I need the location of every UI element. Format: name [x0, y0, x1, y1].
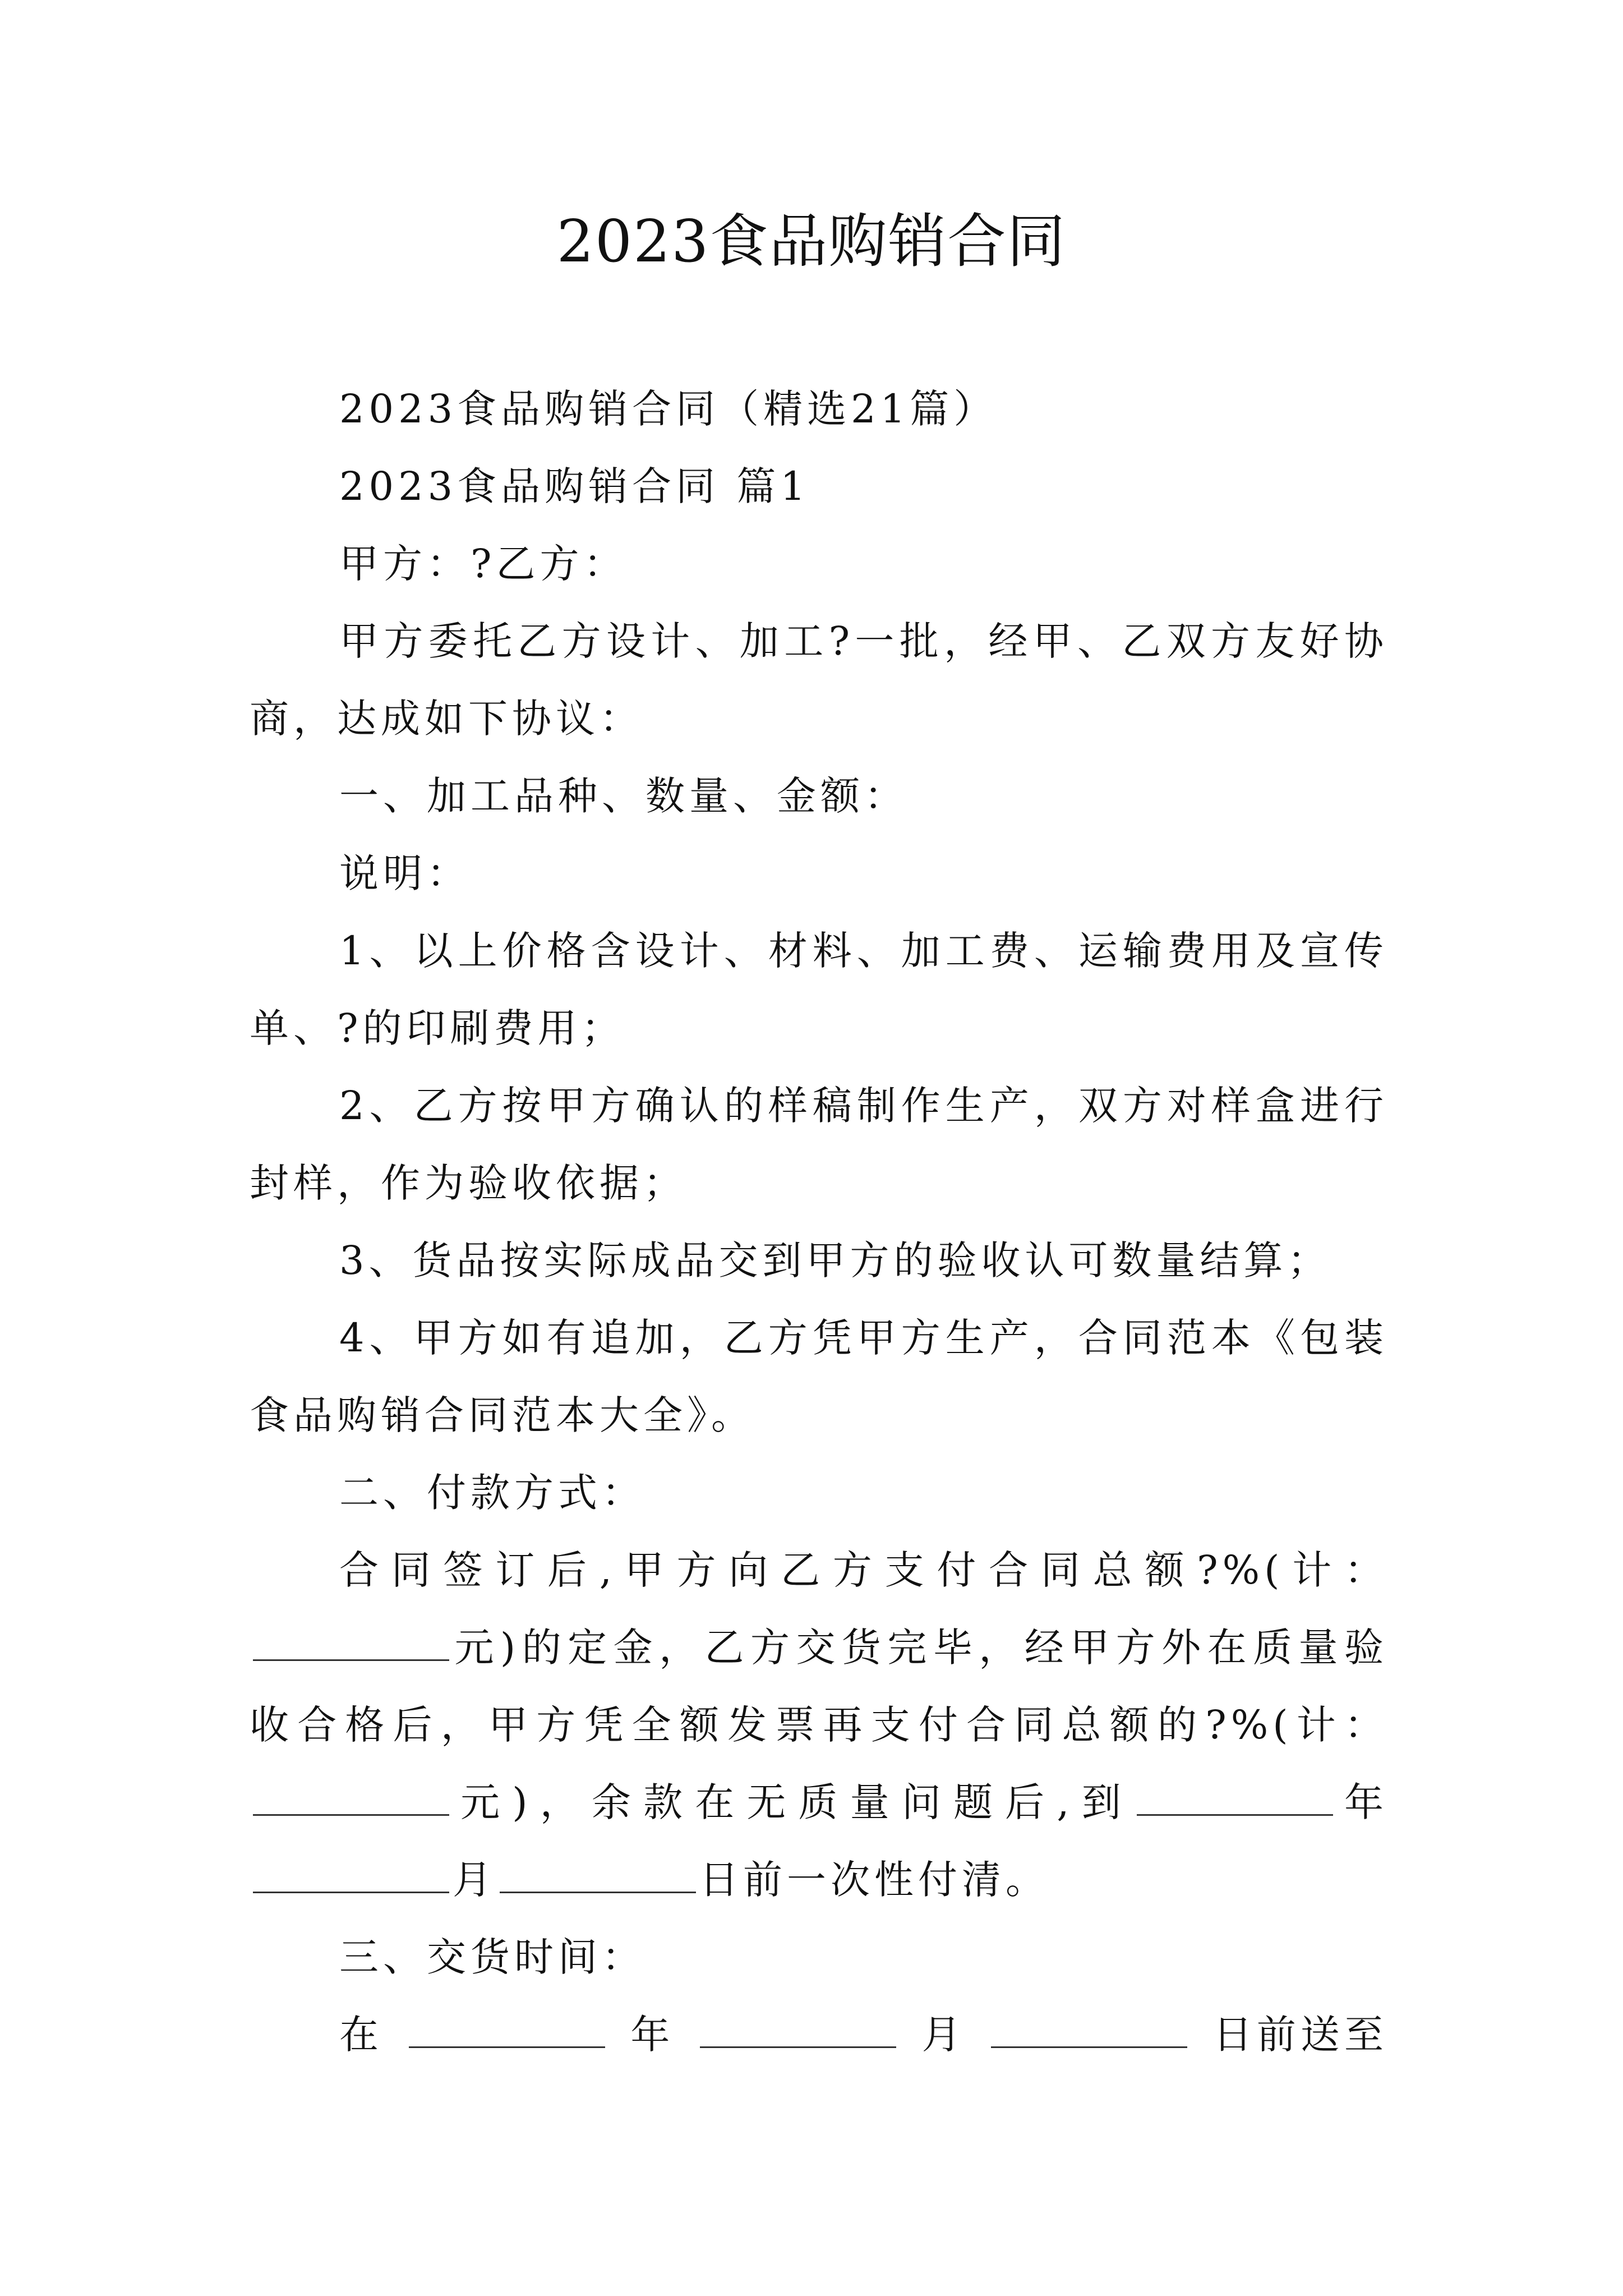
- intro-paragraph: 甲方委托乙方设计、加工?一批，经甲、乙双方友好协商，达成如下协议：: [250, 618, 1388, 742]
- delivery-month-blank: [700, 2012, 896, 2048]
- document-title: 2023食品购销合同: [556, 207, 1067, 275]
- delivery-at: 在: [339, 2012, 383, 2058]
- amount-blank-2: [253, 1779, 449, 1816]
- payment-text-2: 元)的定金，乙方交货完毕，经甲方外在质量验收合格后，甲方凭全额发票再支付合同总额的?%(计：: [250, 1625, 1388, 1748]
- note-item-4: 4、甲方如有追加，乙方凭甲方生产，合同范本《包装食品购销合同范本大全》。: [250, 1315, 1388, 1438]
- clause3-heading: 三、交货时间：: [339, 1934, 645, 1980]
- delivery-month-label: 月: [921, 2012, 966, 2058]
- clause2-heading: 二、付款方式：: [339, 1470, 645, 1516]
- payment-paragraph: [250, 1531, 1388, 1918]
- parties-line: 甲方：?乙方：: [339, 541, 628, 587]
- delivery-year-label: 年: [630, 2012, 675, 2058]
- payment-text-4: 日前一次性付清。: [699, 1857, 1049, 1903]
- amount-blank-1: [253, 1625, 449, 1661]
- clause1-heading: 一、加工品种、数量、金额：: [339, 773, 908, 819]
- delivery-day-blank: [991, 2012, 1187, 2048]
- section-heading: 2023食品购销合同 篇1: [339, 463, 810, 509]
- delivery-year-blank: [409, 2012, 605, 2048]
- delivery-tail: 日前送至: [1212, 2012, 1388, 2058]
- note-item-2: 2、乙方按甲方确认的样稿制作生产，双方对样盒进行封样，作为验收依据；: [250, 1083, 1388, 1206]
- payment-text-3: 元)，余款在无质量问题后,到: [453, 1779, 1133, 1825]
- year-blank: [1137, 1779, 1333, 1816]
- document-body: [250, 370, 1388, 2073]
- payment-month-label: 月: [453, 1857, 496, 1903]
- payment-year-label: 年: [1336, 1779, 1389, 1825]
- payment-text-1: 合同签订后,甲方向乙方支付合同总额?%(计：: [339, 1547, 1388, 1593]
- note-item-3: 3、货品按实际成品交到甲方的验收认可数量结算；: [339, 1237, 1331, 1283]
- note-heading: 说明：: [339, 850, 471, 896]
- subtitle: 2023食品购销合同（精选21篇）: [339, 386, 998, 432]
- month-blank: [253, 1857, 449, 1893]
- delivery-line: [250, 1996, 1388, 2073]
- note-item-1: 1、以上价格含设计、材料、加工费、运输费用及宣传单、?的印刷费用；: [250, 928, 1388, 1051]
- day-blank: [500, 1857, 696, 1893]
